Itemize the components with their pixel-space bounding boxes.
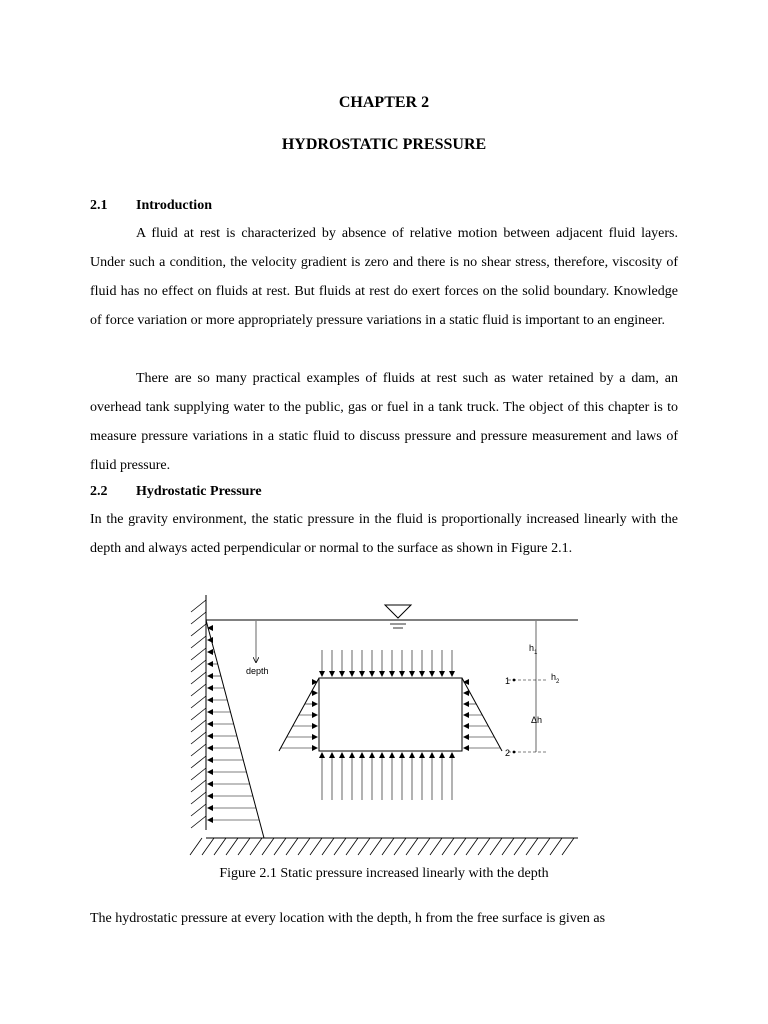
point-1-dot: [513, 679, 516, 682]
hatch-line: [191, 744, 206, 756]
closing-paragraph: The hydrostatic pressure at every location with the depth, h from the free surface is given as: [90, 911, 606, 926]
hatch-line: [191, 780, 206, 792]
hatch-line: [454, 838, 466, 855]
hatch-line: [191, 624, 206, 636]
introduction-paragraph-1: A fluid at rest is characterized by absence of relative motion between adjacent fluid layers. Under such a condition, the velocity gradient is zero and there is no shear stress, therefore, viscosity of fluid has no effect on fluids at rest. But fluids at rest do exert forces on the solid boundary. Knowledge of force variation or more appropriately pressure variations in a static fluid is important to an engineer.: [90, 226, 678, 328]
figure-caption: Figure 2.1 Static pressure increased linearly with the depth: [219, 866, 549, 881]
hatch-line: [191, 720, 206, 732]
hatch-line: [562, 838, 574, 855]
hatch-line: [191, 732, 206, 744]
depth-label: depth: [246, 666, 269, 676]
hatch-line: [430, 838, 442, 855]
hatch-line: [418, 838, 430, 855]
hatch-line: [550, 838, 562, 855]
h2-label: $h_2$: [551, 672, 560, 685]
hatch-line: [514, 838, 526, 855]
hatch-line: [191, 636, 206, 648]
hatch-line: [322, 838, 334, 855]
hatch-line: [298, 838, 310, 855]
hatch-line: [191, 696, 206, 708]
hatch-line: [382, 838, 394, 855]
point-2-label: 2: [505, 748, 511, 758]
hatch-line: [490, 838, 502, 855]
hatch-line: [286, 838, 298, 855]
hatch-line: [538, 838, 550, 855]
hatch-line: [250, 838, 262, 855]
hatch-line: [310, 838, 322, 855]
hatch-line: [191, 612, 206, 624]
chapter-label: CHAPTER 2: [338, 94, 430, 111]
section-number: 2.2: [90, 484, 108, 499]
wall-pressure-profile-line: [206, 620, 264, 838]
hatch-line: [274, 838, 286, 855]
free-surface-symbol: [385, 605, 411, 628]
section-title: Hydrostatic Pressure: [136, 484, 262, 499]
hatch-line: [191, 660, 206, 672]
hatch-line: [526, 838, 538, 855]
section-number: 2.1: [90, 198, 108, 213]
hatch-line: [190, 838, 202, 855]
hatch-line: [370, 838, 382, 855]
hatch-line: [202, 838, 214, 855]
h1-label: $h_1$: [529, 643, 538, 656]
body-pressure-arrows: [281, 650, 501, 800]
chapter-title: HYDROSTATIC PRESSURE: [281, 136, 487, 153]
point-1-label: 1: [505, 676, 511, 686]
left-wall-hatching: [191, 600, 206, 828]
hatch-line: [238, 838, 250, 855]
hydrostatic-pressure-paragraph: In the gravity environment, the static pressure in the fluid is proportionally increased linearly with the depth and always acted perpendicular or normal to the surface as shown in Figure 2.1.: [90, 512, 678, 556]
submerged-body: [319, 678, 462, 751]
point-2-dot: [513, 751, 516, 754]
introduction-paragraph-2: There are so many practical examples of fluids at rest such as water retained by a dam, an overhead tank supplying water to the public, gas or fuel in a tank truck. The object of this chapter is to measure pressure variations in a static fluid to discuss pressure and pressure measurement and laws of fluid pressure.: [90, 371, 678, 473]
hatch-line: [394, 838, 406, 855]
floor-hatching: [190, 838, 574, 855]
hatch-line: [191, 756, 206, 768]
hatch-line: [191, 672, 206, 684]
delta-h-label: Δh: [531, 715, 543, 725]
hatch-line: [214, 838, 226, 855]
hatch-line: [191, 768, 206, 780]
hatch-line: [191, 804, 206, 816]
section-title: Introduction: [136, 198, 212, 213]
hatch-line: [478, 838, 490, 855]
hatch-line: [191, 684, 206, 696]
hatch-line: [442, 838, 454, 855]
hatch-line: [358, 838, 370, 855]
hatch-line: [226, 838, 238, 855]
hatch-line: [406, 838, 418, 855]
hatch-line: [191, 816, 206, 828]
hatch-line: [191, 648, 206, 660]
hatch-line: [466, 838, 478, 855]
hatch-line: [502, 838, 514, 855]
hatch-line: [191, 600, 206, 612]
hatch-line: [191, 708, 206, 720]
body-side-profile-lines: [279, 678, 502, 751]
hatch-line: [191, 792, 206, 804]
hatch-line: [262, 838, 274, 855]
hatch-line: [334, 838, 346, 855]
hatch-line: [346, 838, 358, 855]
